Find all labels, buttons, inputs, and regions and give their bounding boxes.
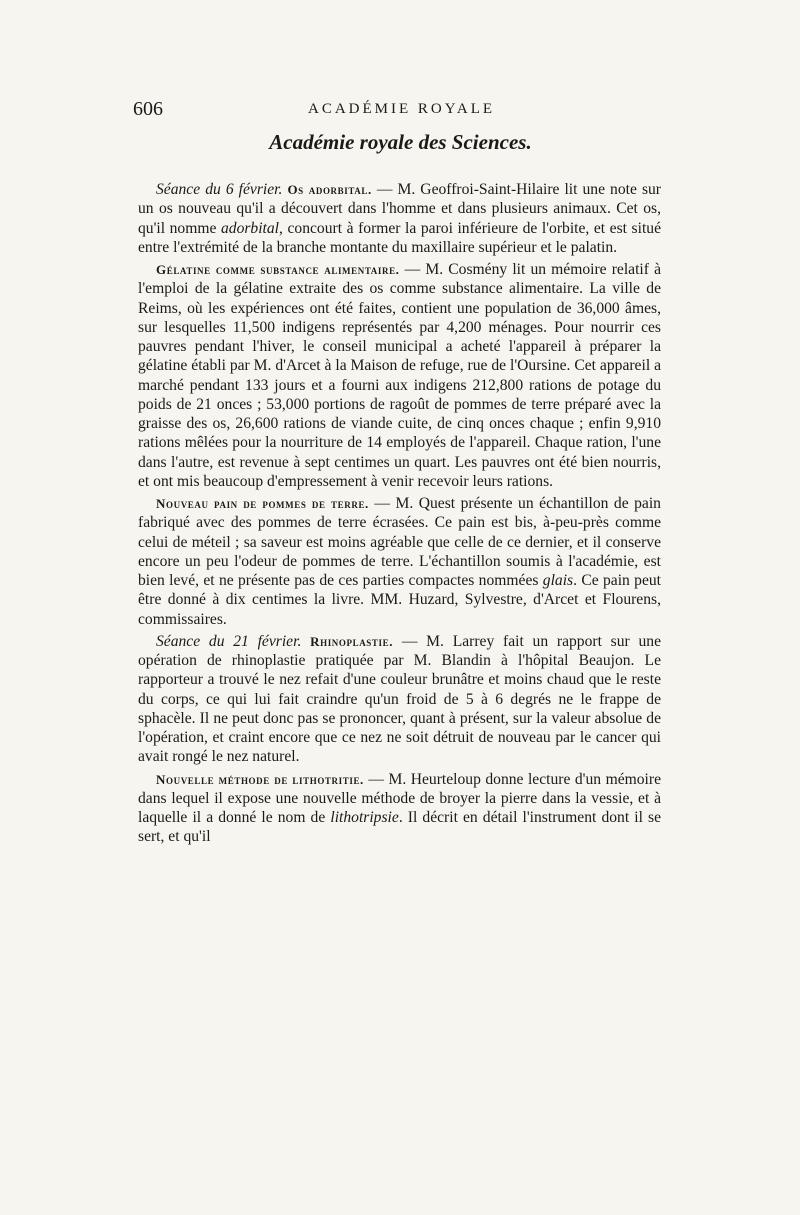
paragraph-text: , concourt à former la paroi inférieure de l'orbite, et est situé entre l'extrémité de la branche montante du maxillaire supérieur et le palatin. bbox=[138, 219, 662, 256]
paragraph-heading: Rhinoplastie. bbox=[310, 633, 394, 649]
paragraph-text: — M. Cosmény lit un mémoire relatif à l'emploi de la gélatine extraite des os comme substance alimentaire. La ville de Reims, où les expériences ont été faites, contient une population de 36,000 âmes, sur lesquelles 11,500 indigens représentés par 4,200 ménages. Pour nourrir ces pauvres pendant l'hiver, le conseil municipal a acheté l'appareil à préparer la gélatine établi par M. d'Arcet à la Maison de refuge, rue de l'Oursine. Cet appareil a marché pendant 133 jours et a fourni aux indigens 212,800 rations de potage du poids de 21 onces ; 53,000 portions de ragoût de pommes de terre préparé avec la graisse des os, 26,600 rations de viande cuite, de cinq onces chaque ; enfin 9,910 rations mêlées pour la nourriture de 14 employés de l'appareil. Chaque ration, l'une dans l'autre, est revenue à sept centimes un quart. Les pauvres ont été bien nourris, et ont mis beaucoup d'empressement à venir recevoir leurs rations. bbox=[138, 261, 661, 490]
session-date: Séance du 21 février. bbox=[156, 632, 302, 650]
section-title: Académie royale des Sciences. bbox=[269, 130, 532, 154]
paragraph-pain-pommes-de-terre bbox=[138, 494, 661, 629]
paragraph-text: — M. Larrey fait un rapport sur une opération de rhinoplastie pratiquée par M. Blandin à l'hôpital Beaujon. Le rapporteur a trouvé le nez refait d'une couleur brunâtre et moins chaud que le reste du corps, ce qui lui fait craindre qu'un froid de 5 à 6 degrés ne le frappe de sphacèle. Il ne peut donc pas se prononcer, quant à présent, sur la valeur absolue de l'opération, et craint encore que ce nez ne soit détruit de nouveau par le cancer qui avait rongé le nez naturel. bbox=[138, 632, 661, 766]
paragraph-text: . Ce pain peut être donné à dix centimes la livre. MM. Huzard, Sylvestre, d'Arcet et Flourens, commissaires. bbox=[138, 572, 661, 628]
running-head bbox=[133, 98, 668, 122]
italic-term: glais bbox=[542, 572, 574, 589]
paragraph-rhinoplastie bbox=[138, 632, 661, 767]
paragraph-text: — M. Geoffroi-Saint-Hilaire lit une note sur un os nouveau qu'il a découvert dans l'homme et dans plusieurs animaux. Cet os, qu'il nomme bbox=[138, 181, 661, 237]
paragraph-text: . Il décrit en détail l'instrument dont il se sert, et qu'il bbox=[138, 809, 661, 846]
paragraph-heading: Gélatine comme substance alimentaire. bbox=[156, 262, 400, 277]
page-number: 606 bbox=[133, 98, 163, 120]
paragraph-text: — M. Heurteloup donne lecture d'un mémoire dans lequel il expose une nouvelle méthode de broyer la pierre dans la vessie, et à laquelle il a donné le nom de bbox=[138, 770, 661, 826]
paragraph-heading: Nouvelle méthode de lithotritie. bbox=[156, 771, 364, 787]
paragraph-heading: Os adorbital. bbox=[287, 182, 372, 197]
running-title: ACADÉMIE ROYALE bbox=[308, 101, 496, 117]
italic-term: lithotripsie bbox=[330, 809, 399, 826]
article-body bbox=[138, 180, 661, 847]
paragraph-gelatine bbox=[138, 260, 661, 491]
paragraph-os-adorbital bbox=[138, 180, 661, 257]
paragraph-text: — M. Quest présente un échantillon de pain fabriqué avec des pommes de terre écrasées. Ce pain est bis, à-peu-près comme celui de méteil ; sa saveur est moins agréable que celle de ce dernier, et il conserve encore un peu l'odeur de pommes de terre. L'échantillon soumis à l'académie, est bien levé, et ne présente pas de ces parties compactes nommées bbox=[138, 495, 661, 589]
paragraph-heading: Nouveau pain de pommes de terre. bbox=[156, 496, 369, 511]
paragraph-lithotritie bbox=[138, 770, 661, 847]
italic-term: adorbital bbox=[220, 219, 280, 237]
session-date: Séance du 6 février. bbox=[156, 181, 283, 198]
